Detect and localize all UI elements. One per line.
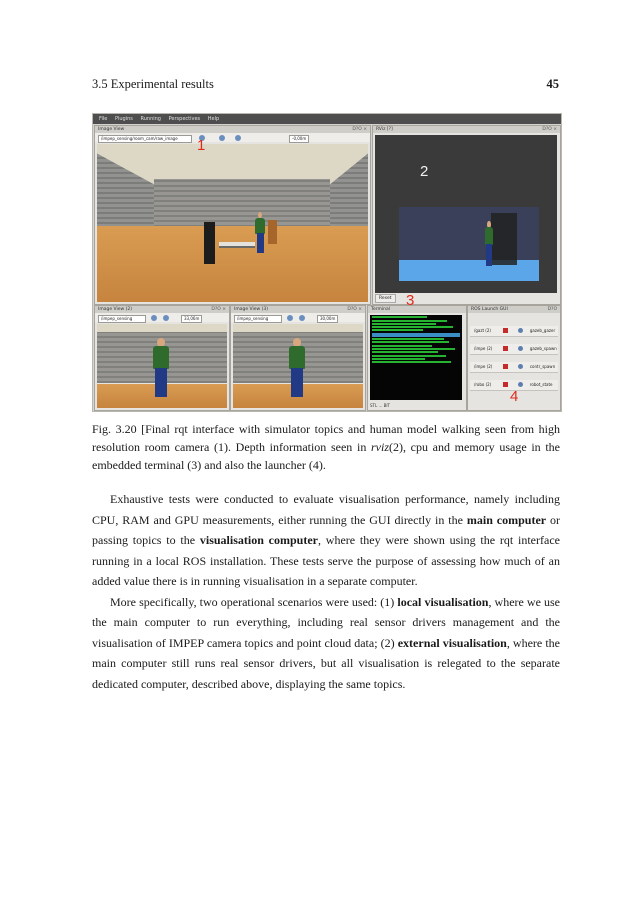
robot-model [204,222,215,264]
label-4: 4 [510,388,519,405]
terminal-pane [367,305,467,411]
fit-icon[interactable] [299,315,305,321]
label-3: 3 [406,292,415,309]
human-model [285,338,309,398]
human-model [253,212,267,254]
menubar [93,114,561,124]
stop-icon[interactable] [503,346,508,351]
menu-plugins[interactable]: Plugins [114,116,133,122]
refresh-icon[interactable] [287,315,293,321]
reload-icon[interactable] [518,382,523,387]
zoom-field[interactable]: 33,06m [181,315,202,323]
launch-row[interactable]: /robo (2) robot_state [470,380,558,391]
pane-title: RViz [?] [376,127,393,132]
stop-icon[interactable] [503,364,508,369]
pane-title: Terminal [371,307,391,312]
image-view-pane-main [94,125,371,305]
wooden-floor [97,226,368,302]
fit-icon[interactable] [219,135,225,141]
refresh-icon[interactable] [151,315,157,321]
launch-row[interactable]: /impe (2) gazeb_spawn [470,344,558,355]
menu-help[interactable]: Help [207,116,220,122]
label-1: 1 [197,137,206,154]
launch-row[interactable]: /impe (2) contr_spawn [470,362,558,373]
terminal-footer: STL ... BIT [370,403,390,408]
pane-title: Image View (2) [98,307,133,312]
section-title: 3.5 Experimental results [92,77,214,91]
pane-title: Image View [98,127,125,132]
body-text [92,489,560,694]
rviz-render-area [375,135,557,293]
zoom-icon[interactable] [235,135,241,141]
menu-file[interactable]: File [99,116,108,122]
menu-perspectives[interactable]: Perspectives [168,116,201,122]
pane-controls-icon[interactable]: D?O × [542,127,557,132]
human-model [149,338,173,398]
zoom-field[interactable]: -0,00m [289,135,309,143]
fit-icon[interactable] [163,315,169,321]
pane-title: Image View (3) [234,307,269,312]
reload-icon[interactable] [518,346,523,351]
pane-controls-icon[interactable]: D?O × [347,307,362,312]
point-cloud [399,207,539,281]
pane-controls-icon[interactable]: D?O [547,307,557,312]
reset-button[interactable]: Reset [375,294,396,303]
pane-controls-icon[interactable]: D?O × [211,307,226,312]
reload-icon[interactable] [518,364,523,369]
menu-running[interactable]: Running [140,116,161,122]
room-camera-image [97,144,368,302]
page-number: 45 [546,77,559,91]
figure-caption: Fig. 3.20 [Final rqt interface with simulator topics and human model walking seen from high resolution room camera (1). Depth information seen in rviz(2), cpu and memory usage in the embedded terminal (3) and also the launcher (4). [92,422,561,472]
launch-row[interactable]: /gazt (2) gazeb_gazer [470,326,558,337]
reload-icon[interactable] [518,328,523,333]
label-2: 2 [420,163,429,180]
topic-select[interactable]: /impep_sensing/room_cam/raw_image [98,135,192,143]
image-view-pane-2 [94,305,230,411]
pane-title: ROS Launch GUI [471,307,508,312]
stop-icon[interactable] [503,382,508,387]
table [219,242,255,248]
cabinet [268,220,277,244]
pane-controls-icon[interactable]: D?O × [352,127,367,132]
point-cloud-human [483,221,495,267]
stop-icon[interactable] [503,328,508,333]
paragraph-1: Exhaustive tests were conducted to evaluate visualisation performance, namely including CPU, RAM and GPU measurements, either running the GUI directly in the main computer or passing topics to the visualisation computer, where they were shown using the rqt interface running in a local ROS installation. These tests serve the purpose of assessing how much of an added value there is in running visualisation in a separate computer. [92,492,560,588]
rviz-pane [372,125,561,305]
topic-select[interactable]: /impep_sensing [234,315,282,323]
camera-image-right [233,324,363,408]
terminal-output [370,315,462,400]
rqt-interface-figure [92,113,562,412]
back-wall [154,179,330,233]
camera-image-left [97,324,227,408]
paragraph-2: More specifically, two operational scenarios were used: (1) local visualisation, where we use the main computer to run everything, including real sensor drivers management and the visualisation of IMPEP camera topics and point cloud data; (2) external visualisation, where the main computer still runs real sensor drivers, but all visualisation is relegated to the separate dedicated computer, described above, displaying the same topics. [92,594,560,691]
running-header [92,77,559,93]
image-view-pane-3 [230,305,366,411]
zoom-field[interactable]: 30,00m [317,315,338,323]
topic-select[interactable]: /impep_sensing [98,315,146,323]
